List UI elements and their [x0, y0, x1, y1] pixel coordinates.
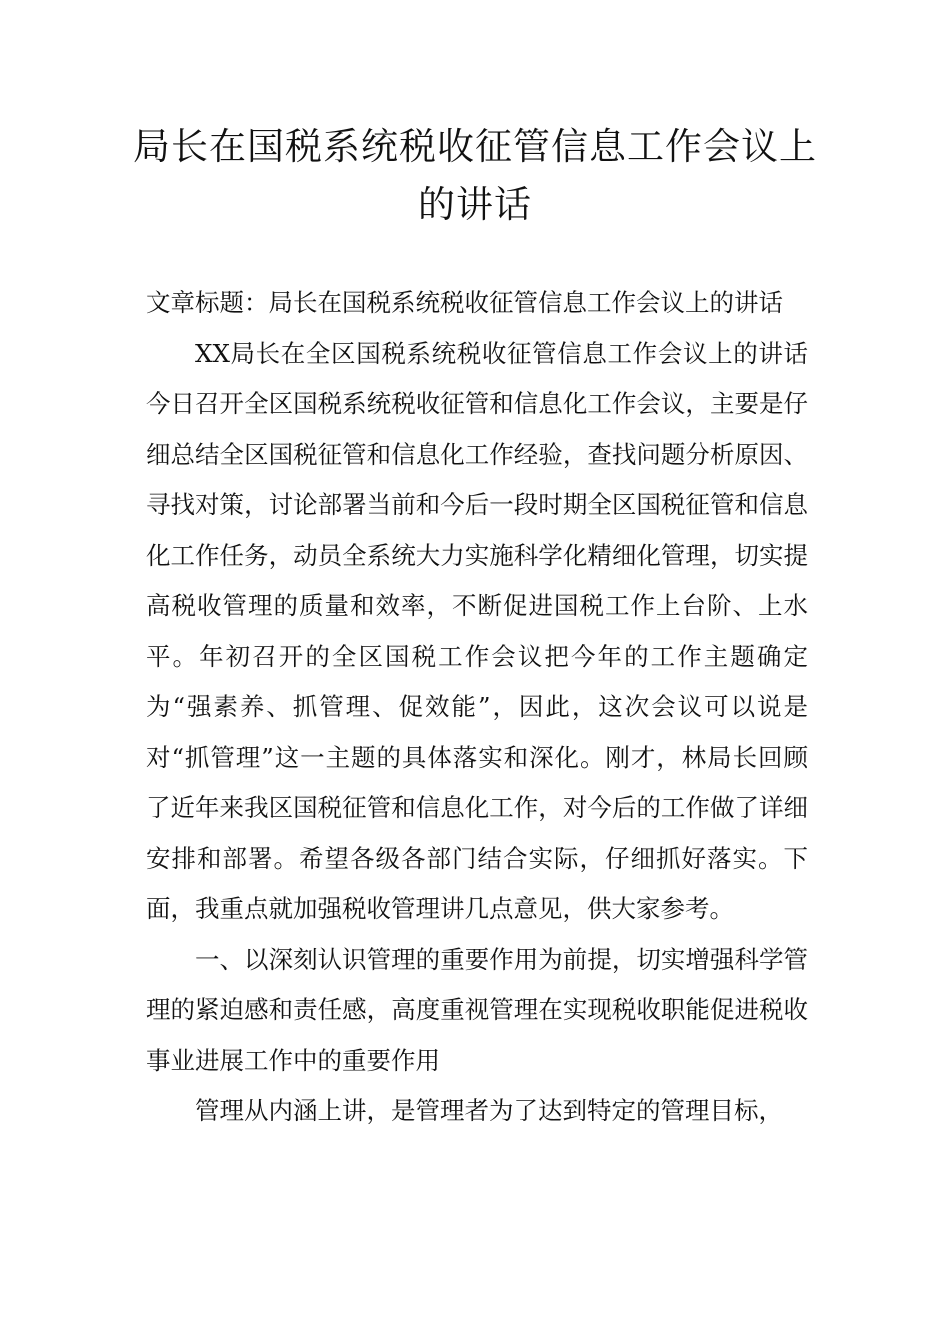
section-heading-paragraph: 一、以深刻认识管理的重要作用为前提，切实增强科学管理的紧迫感和责任感，高度重视管理在实现税收职能促进税收事业进展工作中的重要作用	[146, 944, 808, 1075]
document-body	[146, 278, 808, 1137]
article-title-paragraph: 文章标题：局长在国税系统税收征管信息工作会议上的讲话	[146, 288, 783, 317]
body-paragraph: XX局长在全区国税系统税收征管信息工作会议上的讲话今日召开全区国税系统税收征管和信息化工作会议，主要是仔细总结全区国税征管和信息化工作经验，查找问题分析原因、寻找对策，讨论部署当前和今后一段时期全区国税征管和信息化工作任务，动员全系统大力实施科学化精细化管理，切实提高税收管理的质量和效率，不断促进国税工作上台阶、上水平。年初召开的全区国税工作会议把今年的工作主题确定为“强素养、抓管理、促效能”，因此，这次会议可以说是对“抓管理”这一主题的具体落实和深化。刚才，林局长回顾了近年来我区国税征管和信息化工作，对今后的工作做了详细安排和部署。希望各级各部门结合实际，仔细抓好落实。下面，我重点就加强税收管理讲几点意见，供大家参考。	[146, 338, 808, 923]
body-paragraph: 管理从内涵上讲，是管理者为了达到特定的管理目标，	[195, 1096, 783, 1125]
document-title: 局长在国税系统税收征管信息工作会议上的讲话	[133, 125, 817, 226]
